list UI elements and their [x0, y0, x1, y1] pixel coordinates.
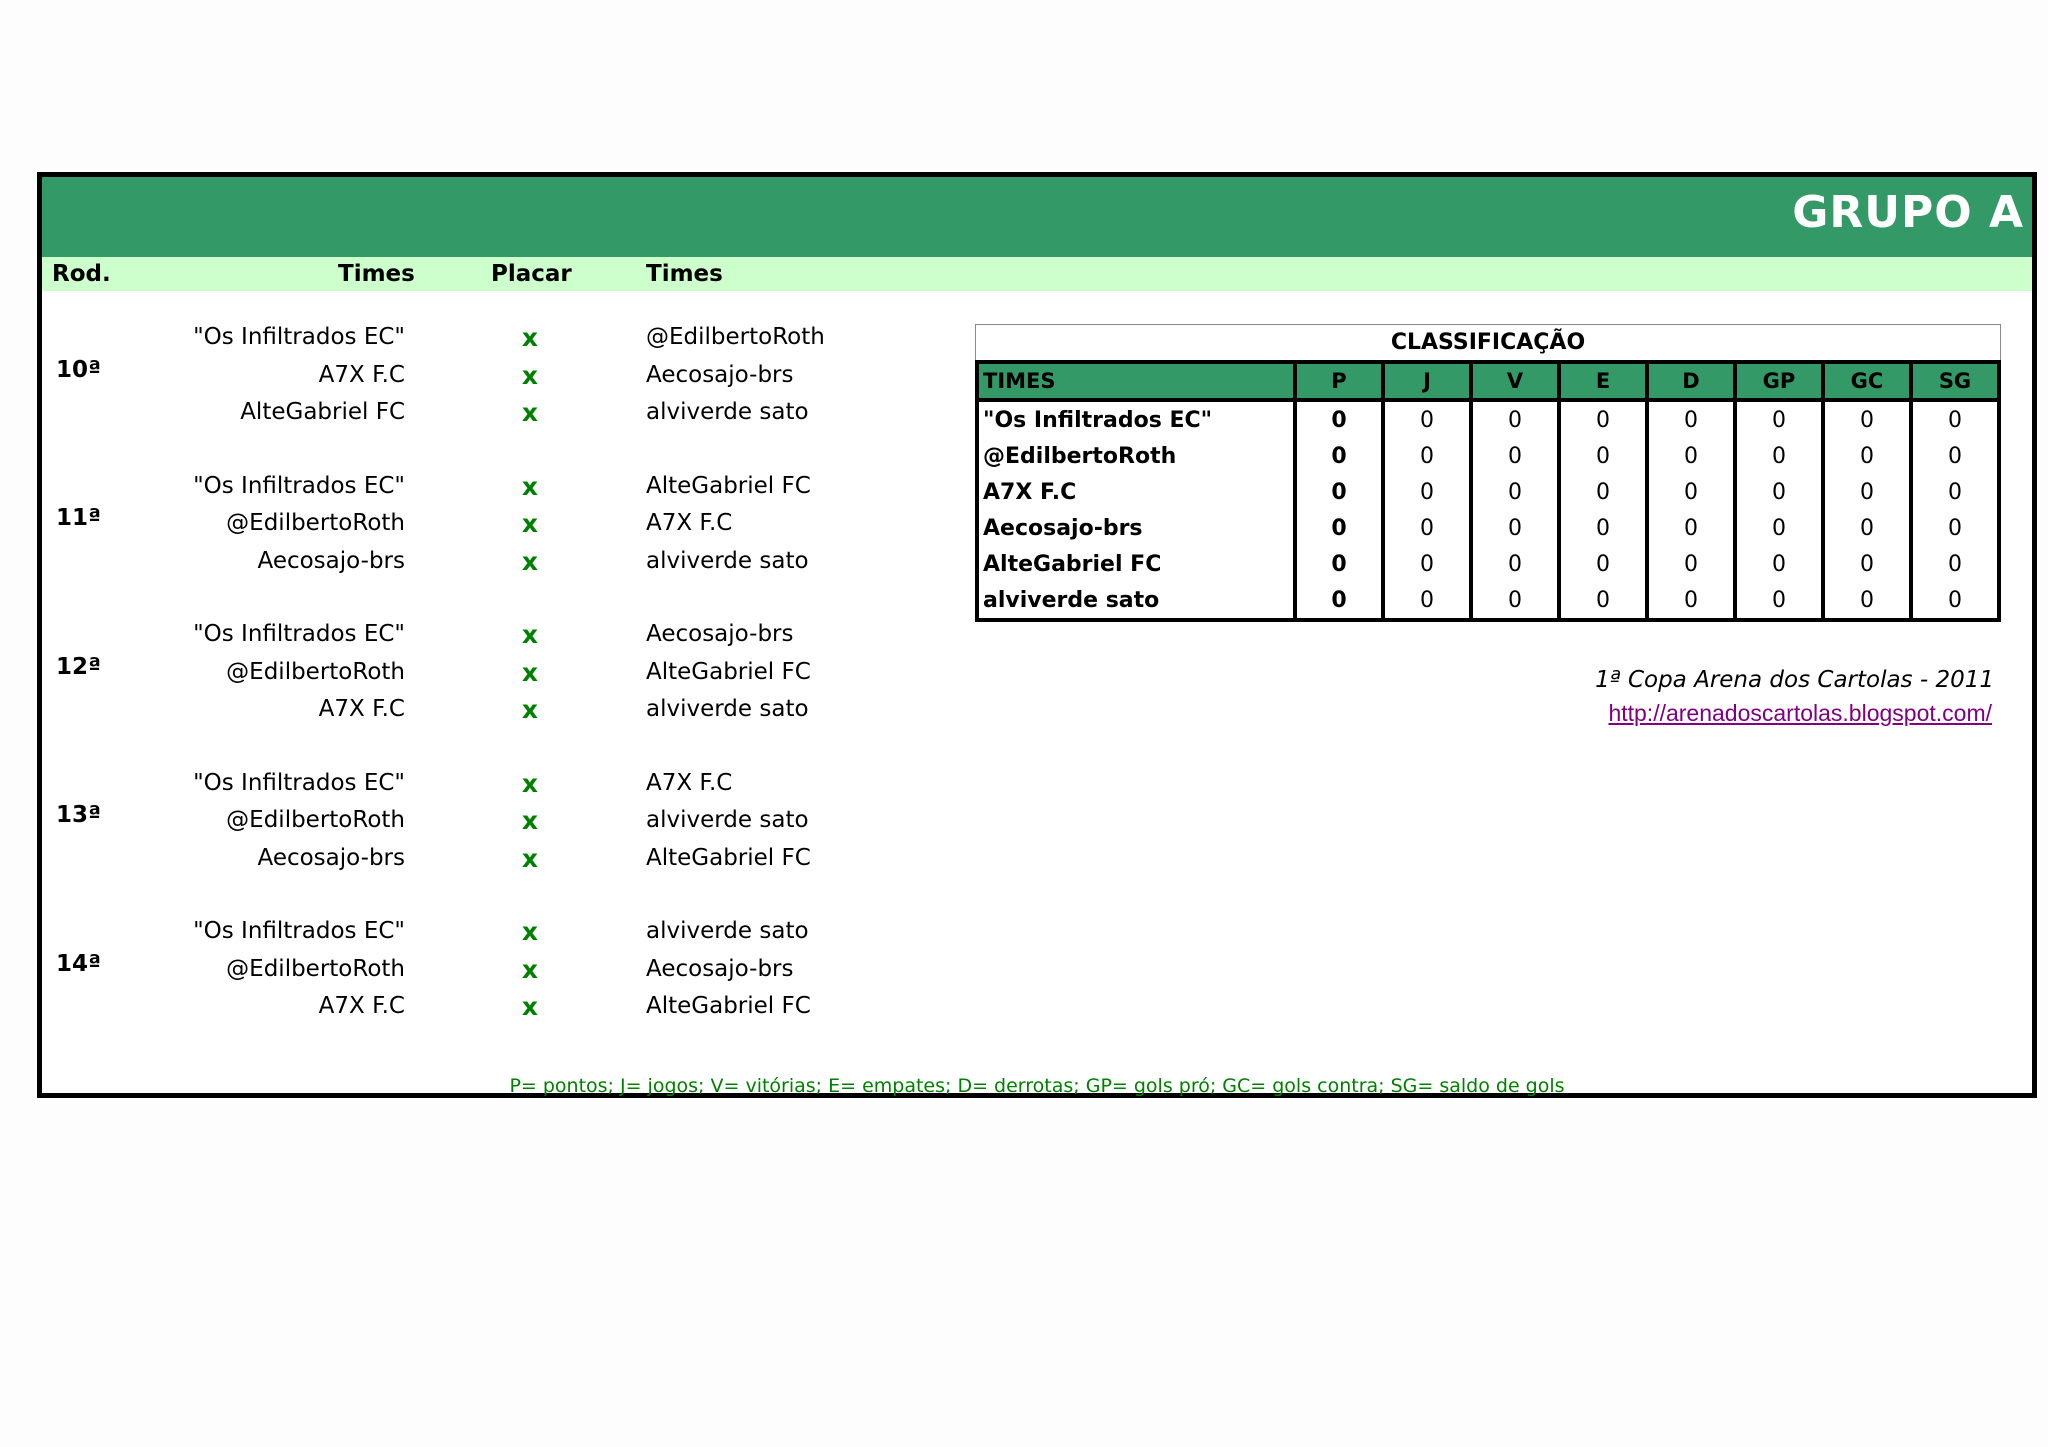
classification-cell: 0: [1559, 546, 1647, 582]
home-team: Aecosajo-brs: [257, 844, 405, 871]
home-team: "Os Infiltrados EC": [193, 472, 405, 499]
away-team: alviverde sato: [646, 399, 809, 425]
home-team: @EdilbertoRoth: [226, 658, 405, 685]
classification-cell: 0: [1383, 510, 1471, 546]
header-teams-left: Times: [338, 261, 415, 287]
classification-header-row: [977, 362, 1999, 400]
score-separator: x: [521, 471, 539, 501]
away-team: A7X F.C: [646, 510, 733, 536]
classification-cell: 0: [1735, 546, 1823, 582]
classification-team-name: Aecosajo-brs: [983, 515, 1143, 541]
classification-cell: 0: [1823, 400, 1911, 438]
score-separator: x: [521, 546, 539, 576]
classification-cell: 0: [1295, 474, 1383, 510]
classification-cell: 0: [1295, 510, 1383, 546]
classification-cell: 0: [1911, 474, 1999, 510]
home-team: A7X F.C: [318, 993, 405, 1019]
score-separator: x: [521, 398, 539, 427]
score-separator: x: [521, 323, 539, 352]
classification-cell: 0: [1647, 546, 1735, 582]
home-team: @EdilbertoRoth: [226, 955, 405, 982]
classification-column-header: J: [1383, 362, 1471, 400]
home-team: A7X F.C: [318, 696, 405, 722]
classification-cell: 0: [1559, 438, 1647, 474]
classification-cell: 0: [1471, 582, 1559, 620]
score-separator: x: [521, 917, 539, 946]
classification-row: [977, 582, 1999, 620]
home-team: AlteGabriel FC: [240, 399, 405, 425]
score-separator: x: [521, 992, 539, 1021]
round-label: 11ª: [56, 505, 101, 531]
blog-link[interactable]: http://arenadoscartolas.blogspot.com/: [1608, 700, 1992, 726]
score-separator: x: [521, 360, 539, 390]
classification-cell: 0: [1823, 474, 1911, 510]
classification-cell: 0: [1647, 582, 1735, 620]
header-teams-right: Times: [646, 261, 723, 287]
classification-cell: 0: [1471, 474, 1559, 510]
classification-cell: 0: [1471, 400, 1559, 438]
header-score: Placar: [491, 261, 572, 287]
home-team: A7X F.C: [318, 361, 405, 388]
classification-cell: 0: [1735, 510, 1823, 546]
classification-column-header: P: [1295, 362, 1383, 400]
classification-cell: 0: [1471, 546, 1559, 582]
classification-cell: 0: [1559, 510, 1647, 546]
classification-cell: 0: [1295, 582, 1383, 620]
away-team: alviverde sato: [646, 918, 809, 944]
classification-cell: 0: [1735, 438, 1823, 474]
cup-title: 1ª Copa Arena dos Cartolas - 2011: [1595, 667, 1994, 693]
classification-cell: 0: [1383, 546, 1471, 582]
classification-cell: 0: [1647, 438, 1735, 474]
classification-cell: 0: [1823, 510, 1911, 546]
home-team: "Os Infiltrados EC": [193, 769, 405, 796]
away-team: alviverde sato: [646, 547, 809, 574]
classification-cell: 0: [1735, 582, 1823, 620]
score-separator: x: [521, 657, 539, 687]
classification-row: [977, 546, 1999, 582]
home-team: "Os Infiltrados EC": [193, 324, 405, 350]
classification-row: [977, 510, 1999, 546]
classification-cell: 0: [1911, 400, 1999, 438]
away-team: Aecosajo-brs: [646, 621, 794, 647]
classification-team-name: A7X F.C: [983, 479, 1077, 505]
classification-cell: 0: [1383, 438, 1471, 474]
classification-column-header: GP: [1735, 362, 1823, 400]
classification-table: [975, 324, 2001, 622]
round-label: 14ª: [56, 950, 101, 977]
classification-cell: 0: [1735, 400, 1823, 438]
header-round: Rod.: [52, 261, 111, 287]
classification-team-name: alviverde sato: [983, 587, 1160, 613]
home-team: "Os Infiltrados EC": [193, 918, 405, 944]
score-separator: x: [521, 509, 539, 538]
column-header-row: [42, 257, 2032, 291]
classification-cell: 0: [1295, 400, 1383, 438]
classification-team-name: @EdilbertoRoth: [983, 443, 1177, 469]
title-bar: [42, 177, 2032, 257]
home-team: @EdilbertoRoth: [226, 807, 405, 833]
away-team: AlteGabriel FC: [646, 844, 811, 871]
classification-cell: 0: [1383, 400, 1471, 438]
score-separator: x: [521, 806, 539, 835]
classification-cell: 0: [1383, 582, 1471, 620]
classification-title: CLASSIFICAÇÃO: [975, 324, 2001, 360]
home-team: "Os Infiltrados EC": [193, 621, 405, 647]
classification-body: [977, 400, 1999, 620]
classification-team-name: "Os Infiltrados EC": [983, 407, 1213, 433]
score-separator: x: [521, 843, 539, 873]
away-team: AlteGabriel FC: [646, 472, 811, 499]
round-label: 13ª: [56, 802, 101, 828]
classification-cell: 0: [1295, 546, 1383, 582]
legend-note: P= pontos; J= jogos; V= vitórias; E= empates; D= derrotas; GP= gols pró; GC= gols contra; SG= saldo de gols: [509, 1075, 1565, 1097]
score-separator: x: [521, 768, 539, 798]
classification-cell: 0: [1647, 474, 1735, 510]
classification-team-name: AlteGabriel FC: [983, 551, 1162, 577]
score-separator: x: [521, 954, 539, 984]
away-team: alviverde sato: [646, 696, 809, 722]
group-sheet: [37, 172, 2037, 1098]
classification-row: [977, 474, 1999, 510]
classification-column-header: GC: [1823, 362, 1911, 400]
classification-column-header: D: [1647, 362, 1735, 400]
classification-cell: 0: [1647, 510, 1735, 546]
classification-cell: 0: [1471, 438, 1559, 474]
home-team: @EdilbertoRoth: [226, 510, 405, 536]
classification-cell: 0: [1911, 582, 1999, 620]
away-team: Aecosajo-brs: [646, 955, 794, 982]
classification-cell: 0: [1911, 438, 1999, 474]
classification-cell: 0: [1735, 474, 1823, 510]
classification-cell: 0: [1559, 474, 1647, 510]
score-separator: x: [521, 620, 539, 649]
classification-cell: 0: [1823, 438, 1911, 474]
classification-column-header: SG: [1911, 362, 1999, 400]
home-team: Aecosajo-brs: [257, 547, 405, 574]
classification-column-header: TIMES: [977, 362, 1295, 400]
classification-cell: 0: [1559, 400, 1647, 438]
away-team: A7X F.C: [646, 769, 733, 796]
classification-row: [977, 438, 1999, 474]
round-label: 12ª: [56, 653, 101, 680]
group-title: GRUPO A: [1792, 187, 2024, 238]
classification-column-header: V: [1471, 362, 1559, 400]
classification-cell: 0: [1647, 400, 1735, 438]
classification-cell: 0: [1471, 510, 1559, 546]
round-label: 10ª: [56, 356, 101, 383]
classification-row: [977, 400, 1999, 438]
away-team: Aecosajo-brs: [646, 361, 794, 388]
away-team: AlteGabriel FC: [646, 658, 811, 685]
away-team: @EdilbertoRoth: [646, 324, 825, 350]
away-team: AlteGabriel FC: [646, 993, 811, 1019]
away-team: alviverde sato: [646, 807, 809, 833]
classification-cell: 0: [1383, 474, 1471, 510]
classification-cell: 0: [1559, 582, 1647, 620]
classification-cell: 0: [1823, 546, 1911, 582]
classification-cell: 0: [1823, 582, 1911, 620]
classification-cell: 0: [1911, 510, 1999, 546]
score-separator: x: [521, 695, 539, 724]
classification-column-header: E: [1559, 362, 1647, 400]
classification-cell: 0: [1911, 546, 1999, 582]
classification-cell: 0: [1295, 438, 1383, 474]
